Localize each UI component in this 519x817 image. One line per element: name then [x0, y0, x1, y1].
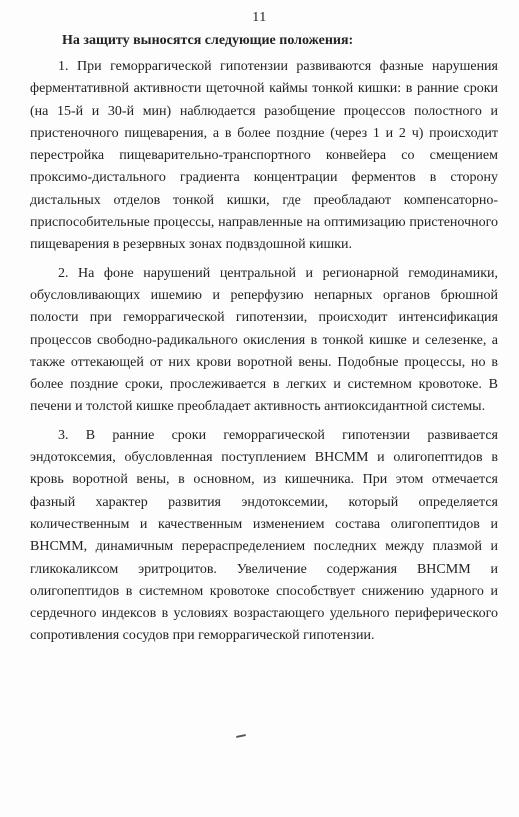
paragraph-1 [30, 56, 498, 257]
paragraph-2 [30, 263, 498, 419]
text-line: 1. При геморрагической гипотензии развиваются фазные нарушения [58, 59, 498, 74]
text-line: сопротивления сосудов при геморрагической гипотензии. [30, 628, 375, 644]
text-line: перестройка пищеварительно-транспортного конвейера со смещением [30, 148, 498, 164]
text-line: печени и толстой кишке преобладает активность антиоксидантной системы. [30, 399, 486, 415]
text-line: также оттекающей от них крови воротной вены. Подобные процессы, но в [30, 354, 498, 370]
text-line: 2. На фоне нарушений центральной и регионарной гемодинамики, [58, 265, 498, 281]
word: ранние [112, 427, 155, 443]
text-line: олигопептидов в системном кровотоке способствует снижению ударного и [30, 583, 498, 599]
section-heading: На защиту выносятся следующие положения: [62, 33, 354, 48]
page-number: 11 [252, 10, 267, 25]
text-line: проксимо-дистального градиента концентрации ферментов в сторону [30, 170, 498, 186]
text-line: количественным и качественным изменением состава олигопептидов и [30, 516, 498, 532]
paragraph-3 [30, 425, 498, 648]
word: сроки [171, 427, 207, 443]
text-line: гликокаликсом эритроцитов. Увеличение содержания ВНСММ и [30, 561, 498, 577]
text-line: (на 15-й и 30-й мин) наблюдается разобщение процессов полостного и [30, 103, 498, 119]
text-line: пристеночного пищеварения, а в более поздние (через 1 и 2 ч) происходит [30, 125, 498, 141]
text-line: процессов свободно-радикального окисления в тонкой кишке и селезенке, а [30, 332, 498, 348]
text-line: полости при геморрагической гипотензии, происходит интенсификация [30, 310, 498, 326]
text-line: приспособительные процессы, направленные на оптимизацию пристеночного [30, 215, 498, 231]
word: геморрагической [223, 427, 325, 443]
text-line: эндотоксемия, обусловленная поступлением ВНСММ и олигопептидов в [30, 450, 498, 466]
document-body [30, 56, 498, 648]
text-line: кровь воротной вены, в основном, из кишечника. При этом отмечается [30, 472, 498, 488]
word: В [85, 427, 96, 443]
text-line: сердечного индексов в условиях возрастающего удельного периферического [30, 606, 498, 622]
text-line: обусловливающих ишемию и реперфузию непарных органов брюшной [30, 287, 498, 303]
text-line: фазный характер развития эндотоксемии, который определяется [30, 494, 498, 510]
word: 3. [58, 427, 69, 443]
text-line: более поздние сроки, прослеживается в легких и системном кровотоке. В [30, 377, 498, 393]
text-line: дистальных отделов тонкой кишки, где преобладают компенсаторно- [30, 192, 498, 208]
paragraph-3-first-line [30, 425, 498, 447]
text-line: ферментативной активности щеточной каймы тонкой кишки: в ранние сроки [30, 81, 498, 97]
word: развивается [427, 427, 498, 443]
text-line: ВНСММ, динамичным перераспределением последних между плазмой и [30, 539, 498, 555]
scan-mark [236, 734, 246, 738]
word: гипотензии [342, 427, 411, 443]
text-line: пищеварения в резервных зонах подвздошной кишки. [30, 237, 353, 253]
